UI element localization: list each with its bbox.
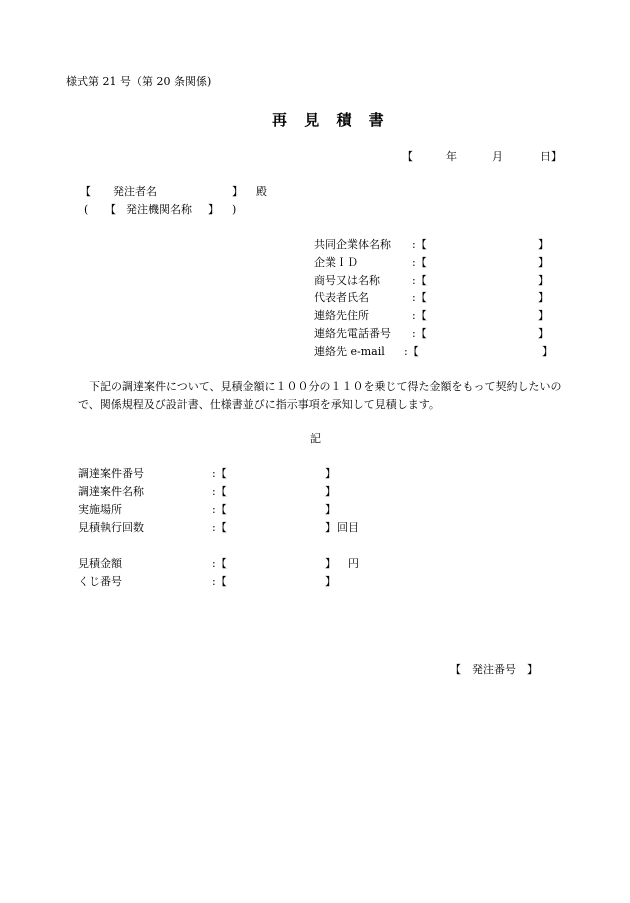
body-paragraph: 下記の調達案件について、見積金額に１００分の１１０を乗じて得た金額をもって契約したいので、関係規程及び設計書、仕様書並びに指示事項を承知して見積します。: [78, 380, 562, 411]
detail-suffix: 円: [348, 557, 359, 570]
field-close-bracket: 】: [538, 238, 549, 251]
detail-separator: :【: [212, 485, 227, 498]
detail-label: 調達案件名称: [78, 485, 144, 498]
field-label: 連絡先住所: [314, 309, 369, 322]
field-label: 連絡先 e-mail: [314, 345, 385, 358]
field-close-bracket: 】: [538, 291, 549, 304]
field-close-bracket: 】: [538, 274, 549, 287]
detail-separator: :【: [212, 467, 227, 480]
honorific: 殿: [256, 185, 267, 198]
addressee-name: 発注者名: [113, 185, 157, 198]
field-separator: :【: [412, 274, 427, 287]
org-open-bracket: 【: [105, 203, 116, 216]
detail-close-bracket: 】: [325, 521, 336, 534]
field-close-bracket: 】: [538, 309, 549, 322]
field-close-bracket: 】: [542, 345, 553, 358]
organization-name: 発注機関名称: [126, 203, 192, 216]
detail-close-bracket: 】: [325, 485, 336, 498]
field-close-bracket: 】: [538, 256, 549, 269]
field-separator: :【: [412, 291, 427, 304]
detail-label: 調達案件番号: [78, 467, 144, 480]
field-label: 代表者氏名: [314, 291, 369, 304]
detail-close-bracket: 】: [325, 557, 336, 570]
date-year: 年: [446, 150, 457, 163]
detail-separator: :【: [212, 503, 227, 516]
document-title: 再 見 積 書: [272, 111, 390, 129]
org-paren-close: ): [232, 203, 237, 216]
addressee-open-bracket: 【: [80, 185, 91, 198]
date-day: 日】: [540, 150, 562, 163]
field-separator: :【: [404, 345, 419, 358]
detail-close-bracket: 】: [325, 575, 336, 588]
detail-close-bracket: 】: [325, 503, 336, 516]
field-separator: :【: [412, 309, 427, 322]
field-label: 商号又は名称: [314, 274, 380, 287]
order-number: 【 発注番号 】: [450, 663, 538, 676]
detail-separator: :【: [212, 575, 227, 588]
field-label: 連絡先電話番号: [314, 327, 391, 340]
field-separator: :【: [412, 238, 427, 251]
field-label: 共同企業体名称: [314, 238, 391, 251]
addressee-close-bracket: 】: [232, 185, 243, 198]
date-month: 月: [492, 150, 503, 163]
ki-heading: 記: [310, 432, 321, 445]
detail-label: 見積執行回数: [78, 521, 144, 534]
date-open-bracket: 【: [402, 150, 413, 163]
field-close-bracket: 】: [538, 327, 549, 340]
form-code: 様式第 21 号（第 20 条関係): [66, 75, 212, 88]
org-paren-open: (: [84, 203, 89, 216]
detail-separator: :【: [212, 521, 227, 534]
detail-label: くじ番号: [78, 575, 122, 588]
org-close-bracket: 】: [208, 203, 219, 216]
field-separator: :【: [412, 327, 427, 340]
detail-label: 実施場所: [78, 503, 122, 516]
detail-separator: :【: [212, 557, 227, 570]
field-separator: :【: [412, 256, 427, 269]
detail-label: 見積金額: [78, 557, 122, 570]
detail-close-bracket: 】: [325, 467, 336, 480]
detail-suffix: 回目: [337, 521, 359, 534]
field-label: 企業ＩＤ: [314, 256, 358, 269]
